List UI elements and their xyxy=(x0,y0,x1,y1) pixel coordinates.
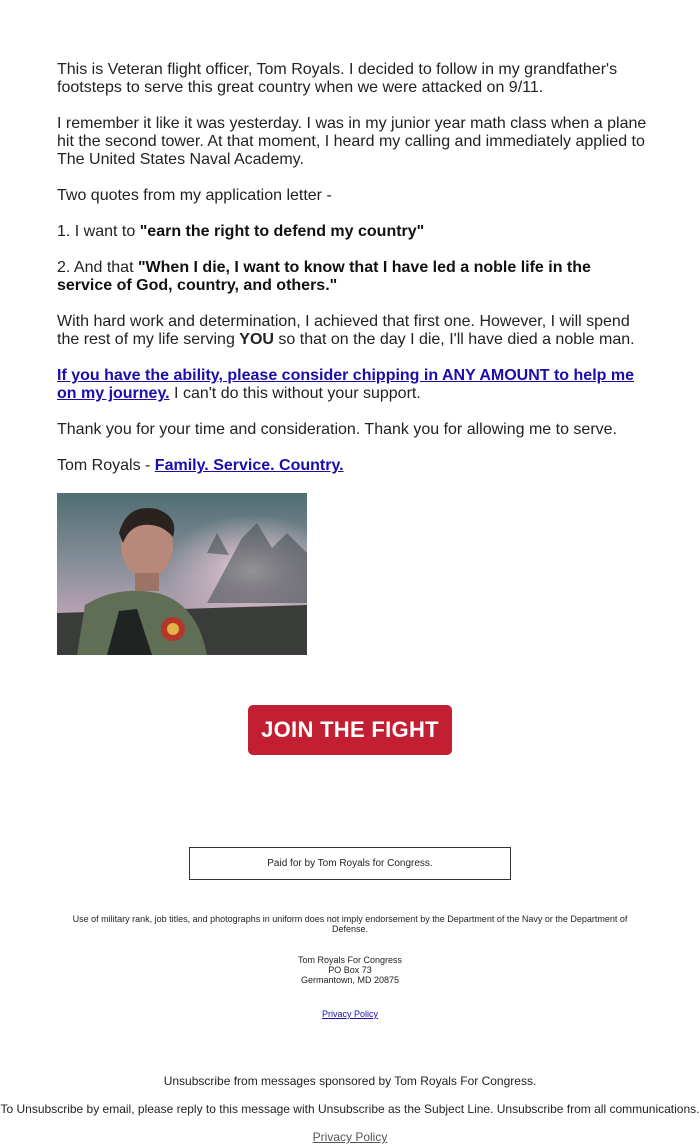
privacy-policy-link-large[interactable]: Privacy Policy xyxy=(312,1130,388,1144)
address-city: Germantown, MD 20875 xyxy=(300,975,400,985)
unsubscribe-email-notice: To Unsubscribe by email, please reply to this message with Unsubscribe as the Subject Line. Unsubscribe from all communications. xyxy=(0,1102,700,1116)
thanks-paragraph: Thank you for your time and consideration. Thank you for allowing me to serve. xyxy=(57,421,617,438)
quote-one-text: "earn the right to defend my country" xyxy=(139,223,425,240)
determination-you: YOU xyxy=(239,331,274,348)
intro-paragraph: This is Veteran flight officer, Tom Royals. I decided to follow in my grandfather's footsteps to serve this great country when we were attacked on 9/11. xyxy=(57,61,618,96)
unsubscribe-notice: Unsubscribe from messages sponsored by Tom Royals For Congress. xyxy=(163,1074,537,1088)
mailing-address xyxy=(200,955,500,985)
ask-paragraph xyxy=(57,367,647,403)
candidate-photo xyxy=(57,493,307,655)
paid-for-box: Paid for by Tom Royals for Congress. xyxy=(189,847,511,880)
quote-two-prefix: 2. And that xyxy=(57,259,138,276)
quote-two-text: "When I die, I want to know that I have led a noble life in the service of God, country, and others." xyxy=(57,259,591,294)
quote-one xyxy=(57,223,647,241)
memory-paragraph: I remember it like it was yesterday. I was in my junior year math class when a plane hit the second tower. At that moment, I heard my calling and immediately applied to The United States Naval Academy. xyxy=(57,115,647,168)
determination-paragraph xyxy=(57,313,647,349)
privacy-policy-large xyxy=(250,1130,450,1144)
ask-after: I can't do this without your support. xyxy=(169,385,421,402)
donate-link[interactable]: If you have the ability, please consider chipping in ANY AMOUNT to help me on my journey. xyxy=(57,367,634,402)
family-service-country-link[interactable]: Family. Service. Country. xyxy=(154,457,344,474)
quote-one-prefix: 1. I want to xyxy=(57,223,140,240)
privacy-policy-link-small[interactable]: Privacy Policy xyxy=(321,1009,378,1019)
determination-after: so that on the day I die, I'll have died a noble man. xyxy=(273,331,635,348)
privacy-policy-small xyxy=(250,1009,450,1020)
photo-graphic xyxy=(57,493,307,655)
signature-name: Tom Royals - xyxy=(57,457,155,474)
join-the-fight-button[interactable]: JOIN THE FIGHT xyxy=(248,705,452,755)
address-org: Tom Royals For Congress xyxy=(297,955,403,965)
military-disclaimer: Use of military rank, job titles, and photographs in uniform does not imply endorsement by the Department of the Navy or the Department of Defense. xyxy=(72,914,628,934)
address-box: PO Box 73 xyxy=(328,965,372,975)
quotes-intro: Two quotes from my application letter - xyxy=(57,187,332,204)
determination-before: With hard work and determination, I achieved that first one. However, I will spend the rest of my life serving xyxy=(57,313,630,348)
signature-line xyxy=(57,457,647,475)
quote-two xyxy=(57,259,647,295)
email-body xyxy=(57,61,647,493)
